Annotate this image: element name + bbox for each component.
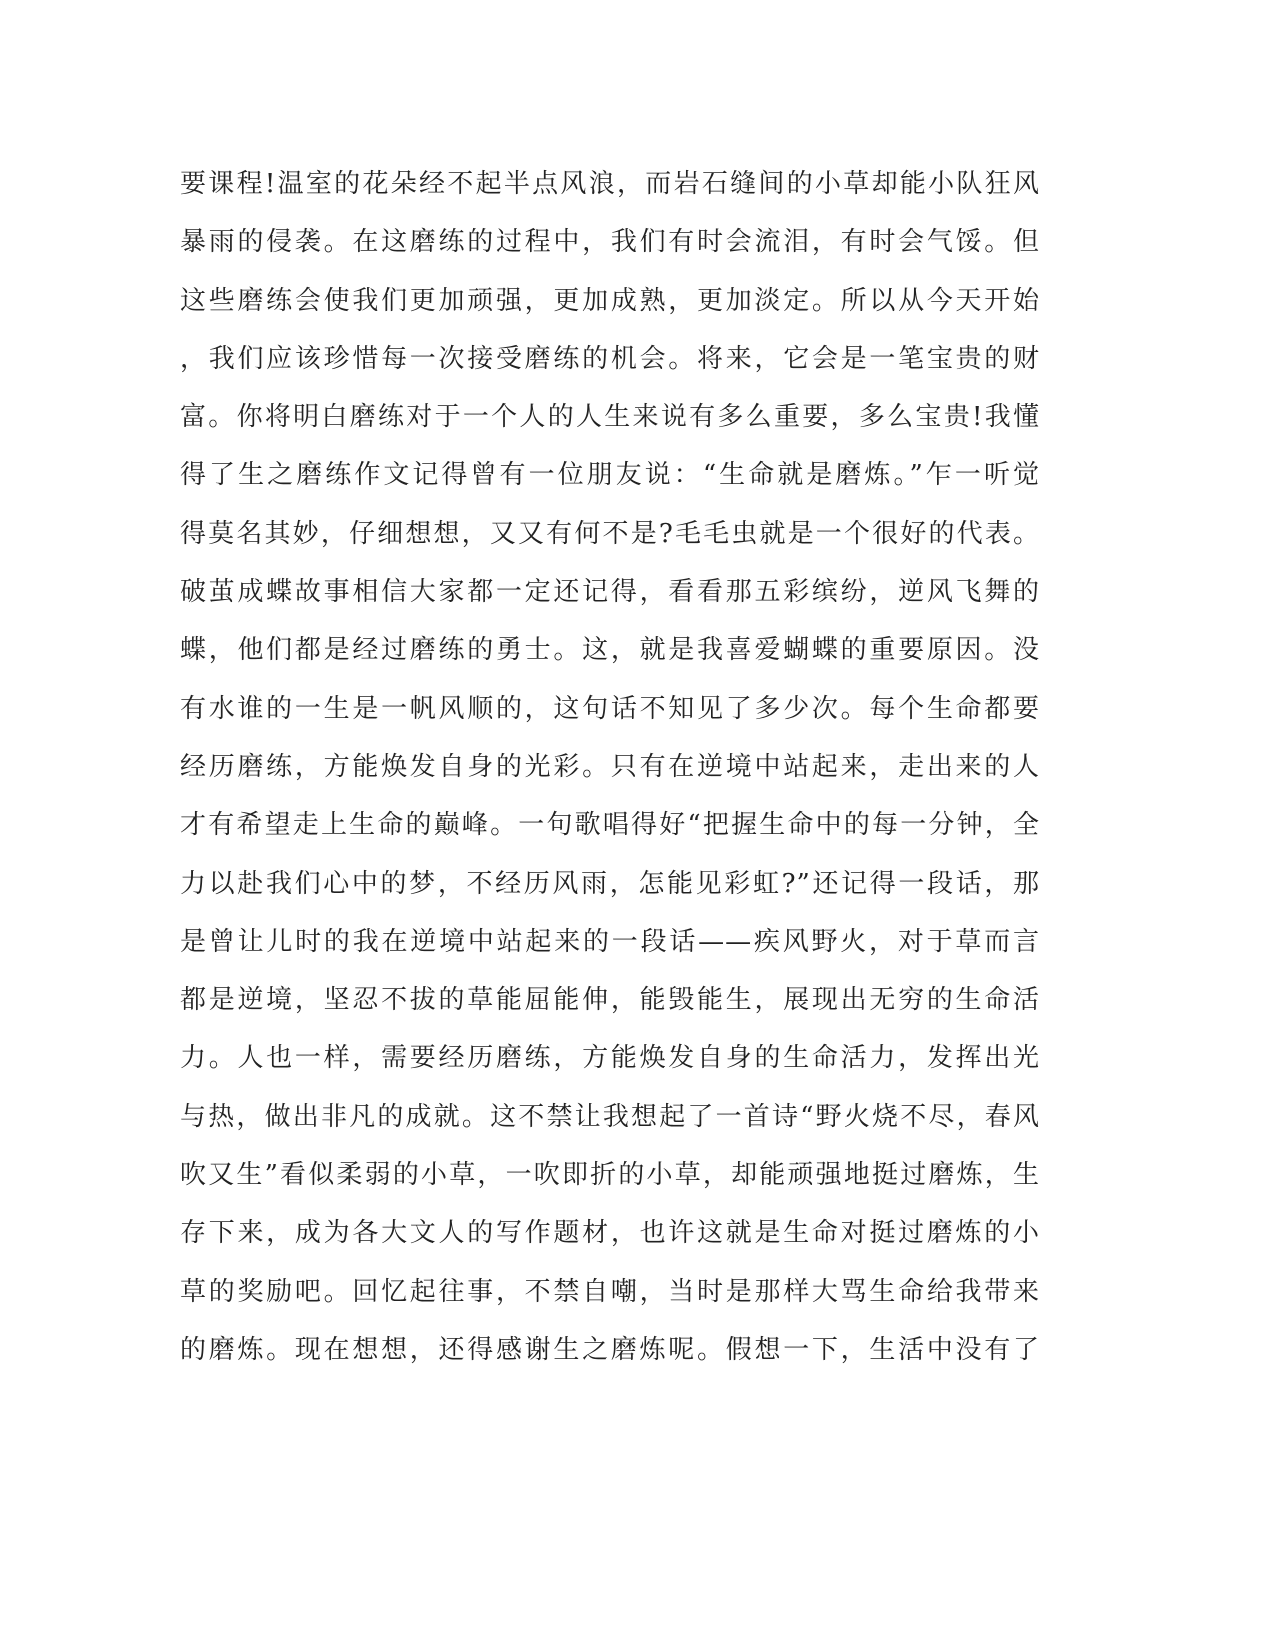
text-line: 的磨炼。现在想想，还得感谢生之磨炼呢。假想一下，生活中没有了 [180,1334,1040,1365]
text-line: 草的奖励吧。回忆起往事，不禁自嘲，当时是那样大骂生命给我带来 [180,1276,1040,1307]
text-line: 吹又生”看似柔弱的小草，一吹即折的小草，却能顽强地挺过磨炼，生 [180,1160,1040,1191]
text-line: 破茧成蝶故事相信大家都一定还记得，看看那五彩缤纷，逆风飞舞的 [180,577,1040,608]
text-line: 暴雨的侵袭。在这磨练的过程中，我们有时会流泪，有时会气馁。但 [180,227,1040,258]
body-text [180,155,1040,1379]
text-line: 经历磨练，方能焕发自身的光彩。只有在逆境中站起来，走出来的人 [180,751,1040,782]
text-line: 有水谁的一生是一帆风顺的，这句话不知见了多少次。每个生命都要 [180,693,1040,724]
text-line: 得了生之磨练作文记得曾有一位朋友说：“生命就是磨炼。”乍一听觉 [180,460,1040,491]
text-line: 与热，做出非凡的成就。这不禁让我想起了一首诗“野火烧不尽，春风 [180,1101,1040,1132]
text-line: ，我们应该珍惜每一次接受磨练的机会。将来，它会是一笔宝贵的财 [180,343,1040,374]
text-line: 这些磨练会使我们更加顽强，更加成熟，更加淡定。所以从今天开始 [180,285,1040,316]
text-line: 力以赴我们心中的梦，不经历风雨，怎能见彩虹?”还记得一段话，那 [180,868,1040,899]
text-line: 得莫名其妙，仔细想想，又又有何不是?毛毛虫就是一个很好的代表。 [180,518,1040,549]
text-line: 力。人也一样，需要经历磨练，方能焕发自身的生命活力，发挥出光 [180,1043,1040,1074]
text-line: 蝶，他们都是经过磨练的勇士。这，就是我喜爱蝴蝶的重要原因。没 [180,635,1040,666]
text-line: 存下来，成为各大文人的写作题材，也许这就是生命对挺过磨炼的小 [180,1218,1040,1249]
text-line: 要课程!温室的花朵经不起半点风浪，而岩石缝间的小草却能小队狂风 [180,169,1040,199]
text-line: 富。你将明白磨练对于一个人的人生来说有多么重要，多么宝贵!我懂 [180,402,1040,433]
text-line: 是曾让儿时的我在逆境中站起来的一段话——疾风野火，对于草而言 [180,926,1040,957]
text-line: 才有希望走上生命的巅峰。一句歌唱得好“把握生命中的每一分钟，全 [180,810,1040,841]
text-line: 都是逆境，坚忍不拔的草能屈能伸，能毁能生，展现出无穷的生命活 [180,985,1040,1016]
